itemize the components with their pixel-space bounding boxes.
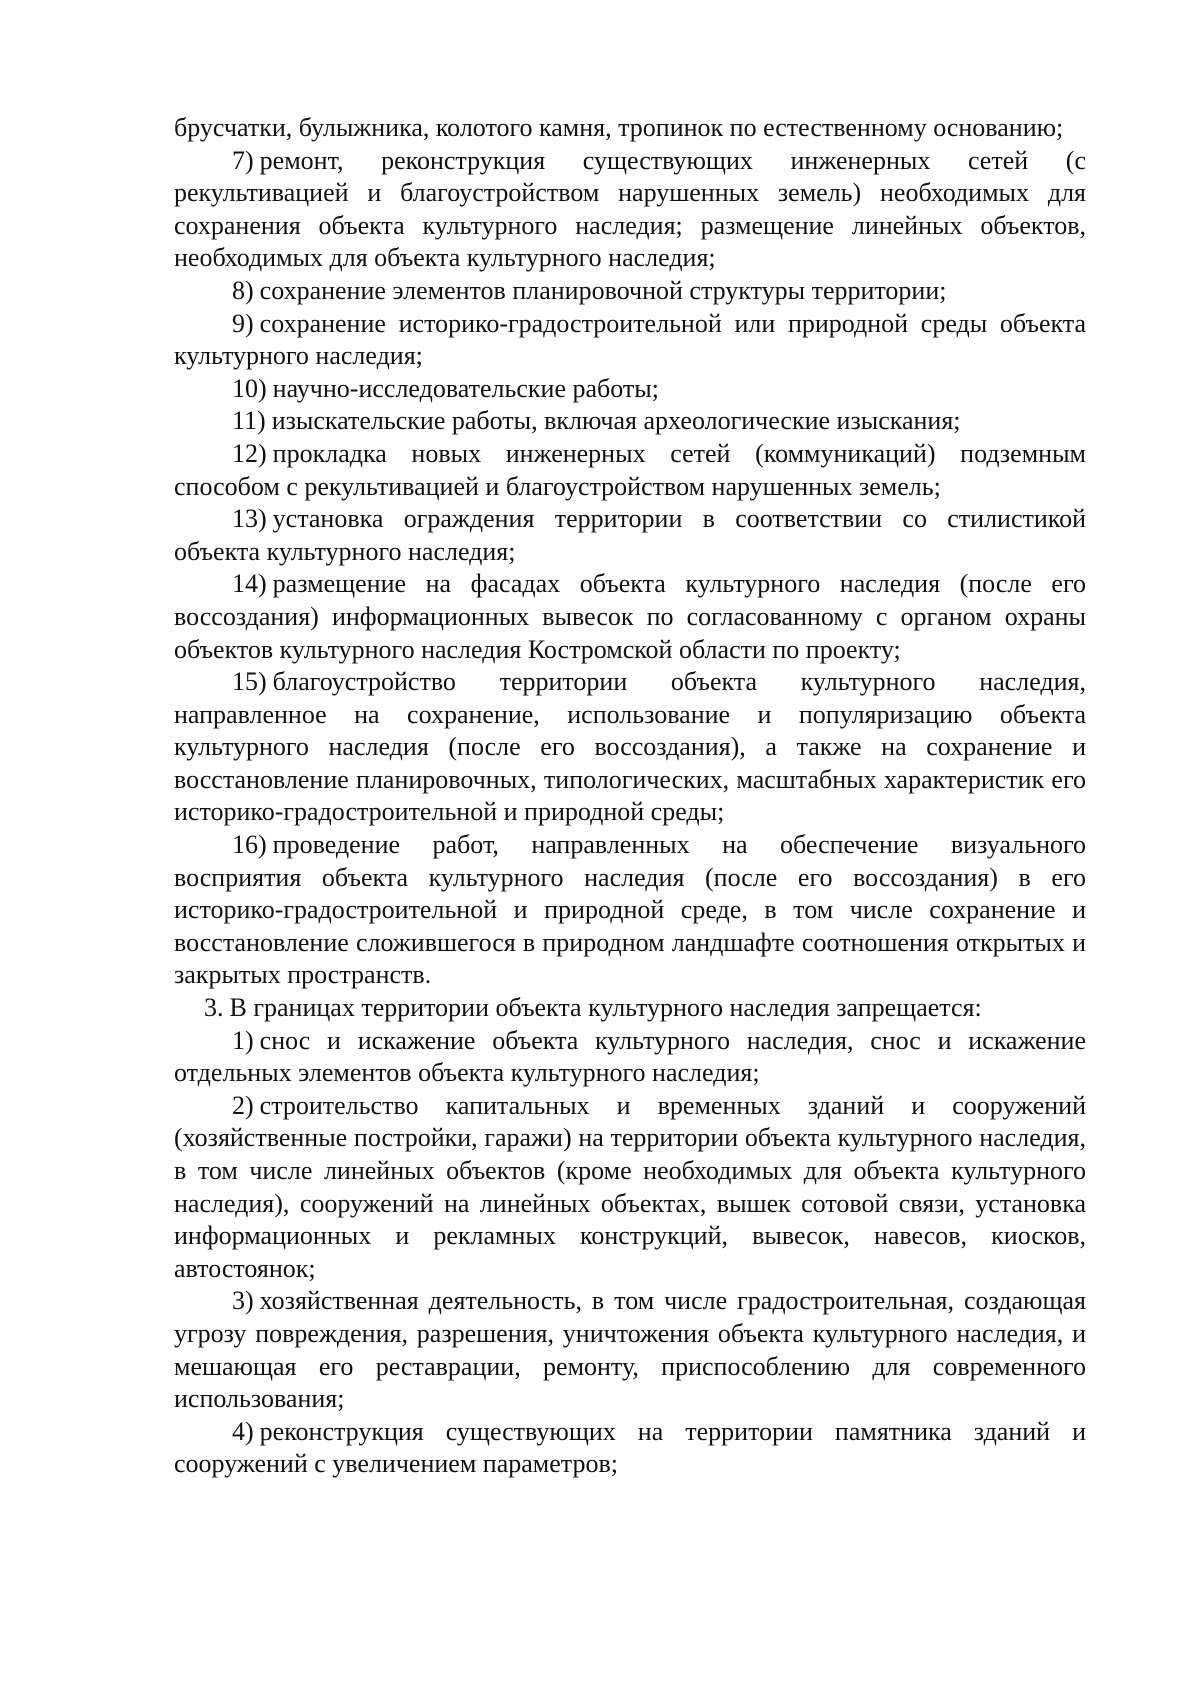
list-item-text: изыскательские работы, включая археологические изыскания;: [271, 406, 961, 436]
list-item-4: [174, 1416, 1086, 1481]
list-item-number: 3): [232, 1286, 254, 1316]
list-item-number: 10): [232, 373, 267, 403]
list-item-3: [174, 1285, 1086, 1415]
section-number: 3.: [204, 993, 224, 1023]
list-item-number: 12): [232, 438, 267, 468]
list-item-text: сохранение историко-градостроительной или природной среды объекта культурного наследия;: [174, 308, 1086, 371]
list-item-number: 11): [232, 406, 266, 436]
list-item-number: 15): [232, 667, 267, 697]
list-item-8: [174, 275, 1086, 308]
paragraph-continuation: [174, 112, 1086, 145]
list-item-text: научно-исследовательские работы;: [272, 373, 659, 403]
list-item-number: 9): [232, 308, 254, 338]
section-heading-3: [174, 992, 1086, 1025]
list-item-text: благоустройство территории объекта культурного наследия, направленное на сохранение, использование и популяризацию объекта культурного наследия (после его воссоздания), а также на сохранение и восстановление планировочных, типологических, масштабных характеристик его историко-градостроительной и природной среды;: [174, 667, 1086, 827]
list-item-text: строительство капитальных и временных зданий и сооружений (хозяйственные постройки, гаражи) на территории объекта культурного наследия, в том числе линейных объектов (кроме необходимых для объекта культурного наследия), сооружений на линейных объектах, вышек сотовой связи, установка информационных и рекламных конструкций, вывесок, навесов, киосков, автостоянок;: [174, 1090, 1086, 1283]
list-item-12: [174, 438, 1086, 503]
list-item-7: [174, 145, 1086, 275]
document-body: [174, 112, 1086, 1481]
list-item-text: установка ограждения территории в соответствии со стилистикой объекта культурного наследия;: [174, 504, 1086, 566]
list-item-text: размещение на фасадах объекта культурного наследия (после его воссоздания) информационных вывесок по согласованному с органом охраны объектов культурного наследия Костромской области по проекту;: [174, 569, 1086, 664]
list-item-10: [174, 373, 1086, 406]
list-item-16: [174, 829, 1086, 992]
list-item-number: 4): [232, 1416, 254, 1446]
list-item-2: [174, 1090, 1086, 1286]
list-item-number: 13): [232, 504, 267, 534]
section-text: В границах территории объекта культурного наследия запрещается:: [229, 993, 982, 1023]
list-item-number: 7): [232, 145, 254, 175]
list-item-text: снос и искажение объекта культурного наследия, снос и искажение отдельных элементов объекта культурного наследия;: [174, 1025, 1086, 1088]
list-item-number: 14): [232, 569, 267, 599]
list-item-text: прокладка новых инженерных сетей (коммуникаций) подземным способом с рекультивацией и благоустройством нарушенных земель;: [174, 438, 1086, 501]
list-item-1: [174, 1025, 1086, 1090]
list-item-14: [174, 568, 1086, 666]
list-item-15: [174, 666, 1086, 829]
list-item-number: 1): [232, 1025, 254, 1055]
list-item-text: сохранение элементов планировочной структуры территории;: [259, 275, 947, 305]
list-item-number: 16): [232, 830, 267, 860]
list-item-number: 8): [232, 275, 254, 305]
paragraph-text: брусчатки, булыжника, колотого камня, тропинок по естественному основанию;: [174, 113, 1064, 142]
list-item-text: хозяйственная деятельность, в том числе градостроительная, создающая угрозу повреждения, разрешения, уничтожения объекта культурного наследия, и мешающая его реставрации, ремонту, приспособлению для современного использования;: [174, 1286, 1086, 1414]
list-item-text: реконструкция существующих на территории памятника зданий и сооружений с увеличением параметров;: [174, 1416, 1086, 1479]
list-item-text: ремонт, реконструкция существующих инженерных сетей (с рекультивацией и благоустройством нарушенных земель) необходимых для сохранения объекта культурного наследия; размещение линейных объектов, необходимых для объекта культурного наследия;: [174, 145, 1086, 273]
list-item-9: [174, 308, 1086, 373]
list-item-number: 2): [232, 1090, 254, 1120]
list-item-13: [174, 503, 1086, 568]
list-item-text: проведение работ, направленных на обеспечение визуального восприятия объекта культурного наследия (после его воссоздания) в его историко-градостроительной и природной среде, в том числе сохранение и восстановление сложившегося в природном ландшафте соотношения открытых и закрытых пространств.: [174, 830, 1086, 990]
list-item-11: [174, 405, 1086, 438]
